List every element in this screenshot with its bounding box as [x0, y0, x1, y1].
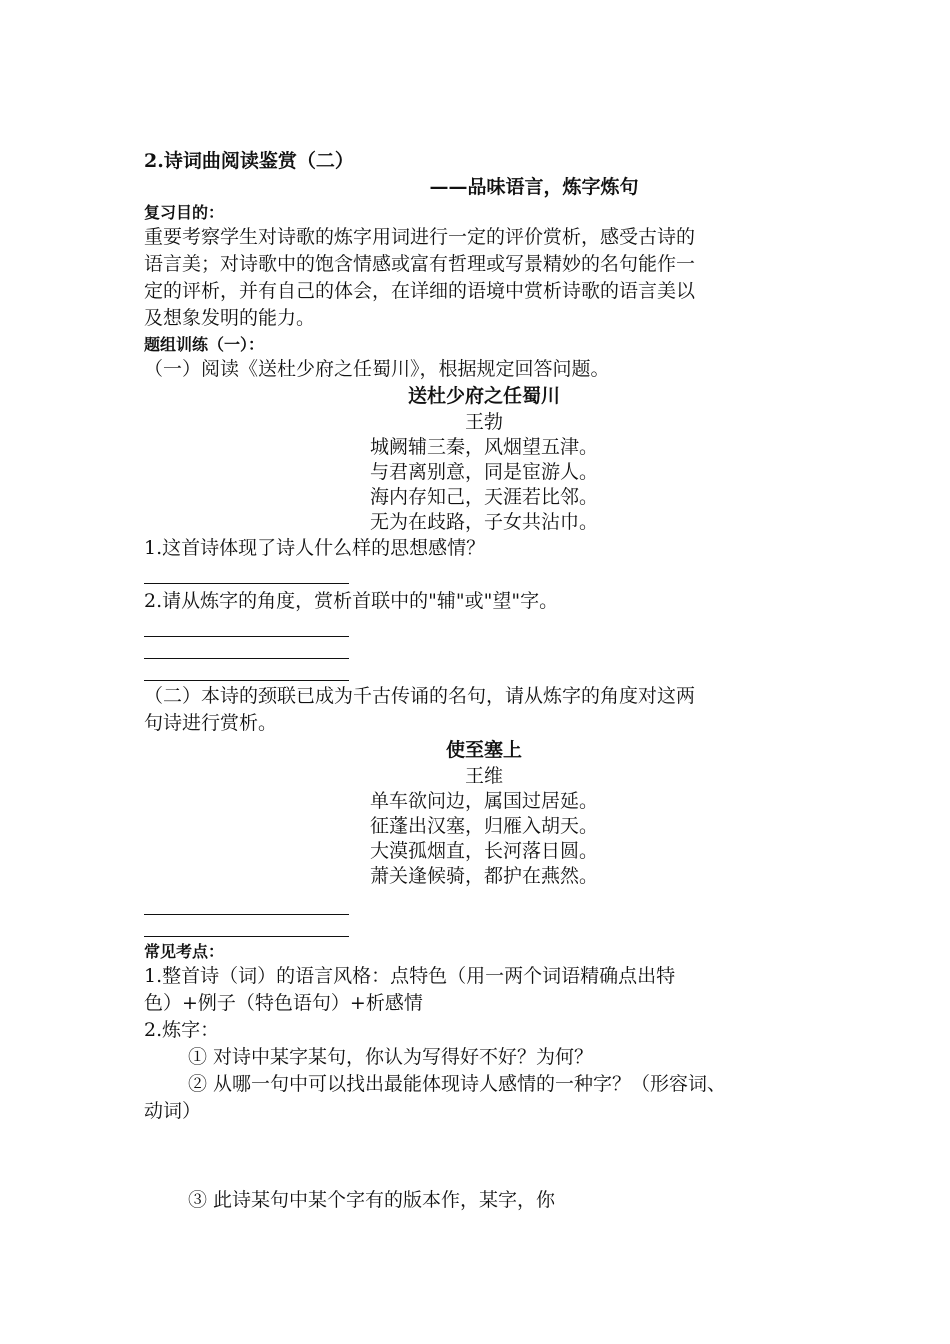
question-1: 1.这首诗体现了诗人什么样的思想感情？: [144, 537, 486, 559]
poem2-author: 王维: [464, 765, 503, 787]
goal-text: [144, 224, 824, 332]
part2-intro: [144, 683, 824, 737]
answer-blank: [144, 562, 349, 584]
point-1-line: 1.整首诗（词）的语言风格：点特色（用一两个词语精确点出特: [144, 965, 676, 987]
poem2-line: 萧关逢候骑，都护在燕然。: [369, 865, 598, 887]
point-item-3: ③ 此诗某句中某个字有的版本作，某字，你: [188, 1189, 556, 1211]
spacer: [144, 1125, 824, 1187]
part1-intro: （一）阅读《送杜少府之任蜀川》，根据规定回答问题。: [144, 358, 610, 380]
goal-line: 语言美；对诗歌中的饱含情感或富有哲理或写景精妙的名句能作一: [144, 253, 696, 275]
poem1-line: 城阙辅三秦，风烟望五津。: [369, 436, 598, 458]
answer-blank: [144, 915, 349, 937]
point-item-2-cont: 动词）: [144, 1100, 202, 1122]
part2-line: （二）本诗的颈联已成为千古传诵的名句，请从炼字的角度对这两: [144, 685, 696, 707]
point-2: 2.炼字：: [144, 1019, 220, 1041]
question-2: 2.请从炼字的角度，赏析首联中的"辅"或"望"字。: [144, 590, 559, 612]
poem2-line: 大漠孤烟直，长河落日圆。: [369, 840, 598, 862]
doc-title: 2.诗词曲阅读鉴赏（二）: [144, 150, 354, 172]
answer-blank: [144, 893, 349, 915]
doc-subtitle: ——品味语言，炼字炼句: [429, 176, 639, 198]
poem1-line: 无为在歧路，子女共沾巾。: [369, 511, 598, 533]
point-item-1: ① 对诗中某字某句，你认为写得好不好？为何？: [188, 1046, 594, 1068]
point-item-2: ② 从哪一句中可以找出最能体现诗人感情的一种字？（形容词、: [188, 1073, 727, 1095]
poem1-line: 海内存知己，天涯若比邻。: [369, 486, 598, 508]
point-1: [144, 963, 824, 1017]
answer-blank: [144, 637, 349, 659]
point-1-line: 色）+例子（特色语句）+析感情: [144, 992, 423, 1014]
goal-line: 及想象发明的能力。: [144, 307, 316, 329]
poem1-author: 王勃: [464, 411, 503, 433]
goal-line: 定的评析，并有自己的体会，在详细的语境中赏析诗歌的语言美以: [144, 280, 696, 302]
answer-blank: [144, 659, 349, 681]
poem1-title: 送杜少府之任蜀川: [407, 385, 560, 407]
document-page: [144, 148, 824, 1214]
poem2-line: 征蓬出汉塞，归雁入胡天。: [369, 815, 598, 837]
part2-line: 句诗进行赏析。: [144, 712, 278, 734]
goal-label: 复习目的：: [144, 203, 225, 222]
points-label: 常见考点：: [144, 942, 225, 961]
poem2-title: 使至塞上: [445, 739, 522, 761]
goal-line: 重要考察学生对诗歌的炼字用词进行一定的评价赏析，感受古诗的: [144, 226, 696, 248]
training-label: 题组训练（一）：: [144, 335, 265, 354]
poem2-line: 单车欲问边，属国过居延。: [369, 790, 598, 812]
poem1-line: 与君离别意，同是宦游人。: [369, 461, 598, 483]
answer-blank: [144, 615, 349, 637]
